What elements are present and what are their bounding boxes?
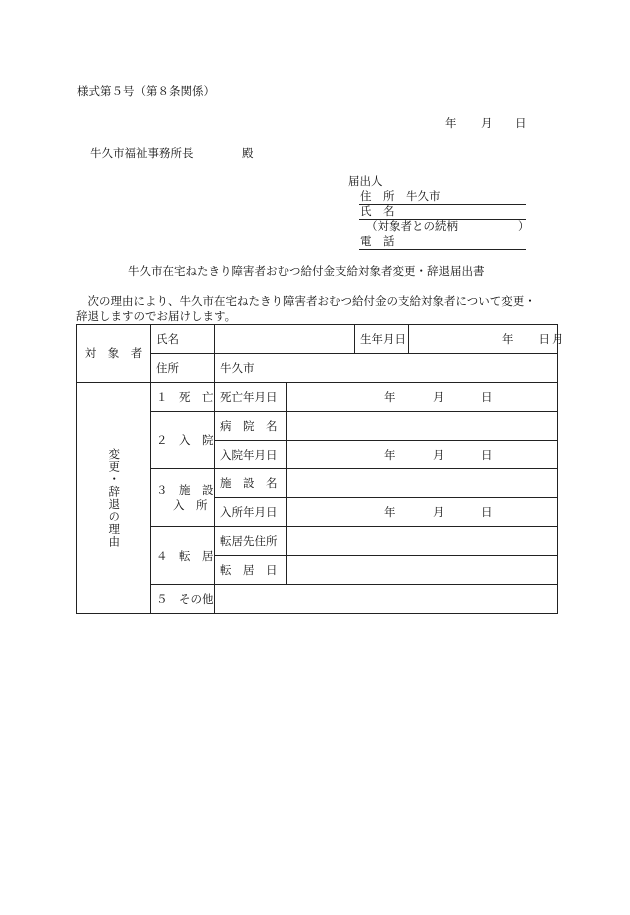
- birthdate-field[interactable]: [409, 325, 564, 354]
- birthdate-month: 月: [552, 331, 564, 346]
- facility-name-field[interactable]: [287, 469, 558, 498]
- hospital-date-year: 年: [384, 447, 396, 462]
- applicant-address-value[interactable]: 牛久市: [406, 189, 441, 203]
- intro-line-1: 次の理由により、牛久市在宅ねたきり障害者おむつ給付金の支給対象者について変更・: [76, 294, 536, 308]
- addressee: 牛久市福祉事務所長: [90, 146, 194, 160]
- move-date-field[interactable]: [287, 556, 558, 585]
- reason-other-label: ５ その他: [151, 585, 215, 614]
- reason-facility-label-line1: ３ 施 設: [156, 482, 214, 497]
- hospital-date-day: 日: [481, 447, 493, 462]
- subject-address-label: 住所: [151, 353, 215, 382]
- hospital-name-field[interactable]: [287, 411, 558, 440]
- applicant-heading: 届出人: [348, 174, 383, 188]
- death-date-day: 日: [481, 389, 493, 404]
- facility-date-year: 年: [384, 505, 396, 520]
- death-date-year: 年: [384, 389, 396, 404]
- subject-name-field[interactable]: [215, 325, 355, 354]
- death-date-field[interactable]: [287, 382, 558, 411]
- applicant-relation-label: （対象者との続柄: [366, 219, 458, 233]
- reason-header: 変更・辞退の理由: [107, 447, 122, 548]
- subject-address-field[interactable]: 牛久市: [215, 353, 558, 382]
- facility-date-day: 日: [481, 505, 493, 520]
- date-month-label: 月: [481, 116, 493, 130]
- honorific: 殿: [242, 146, 254, 160]
- reason-facility-label: [151, 469, 215, 527]
- move-address-label: 転居先住所: [215, 527, 287, 556]
- applicant-relation-close: ）: [518, 219, 530, 233]
- hospital-date-month: 月: [433, 447, 445, 462]
- facility-date-month: 月: [433, 505, 445, 520]
- form-number: 様式第５号（第８条関係）: [77, 84, 215, 98]
- move-date-label: 転 居 日: [215, 556, 287, 585]
- date-day-label: 日: [515, 116, 527, 130]
- facility-date-field[interactable]: [287, 498, 558, 527]
- facility-date-label: 入所年月日: [215, 498, 287, 527]
- move-address-field[interactable]: [287, 527, 558, 556]
- reason-death-label: １ 死 亡: [151, 382, 215, 411]
- birthdate-day: 日: [538, 331, 550, 346]
- birthdate-year: 年: [502, 331, 514, 346]
- subject-name-row: [77, 325, 558, 354]
- death-date-month: 月: [433, 389, 445, 404]
- applicant-phone-label: 電 話: [360, 234, 395, 248]
- intro-line-2: 辞退しますのでお届けします。: [76, 309, 237, 323]
- applicant-name-label: 氏 名: [360, 204, 395, 218]
- date-year-label: 年: [445, 116, 457, 130]
- hospital-date-label: 入院年月日: [215, 440, 287, 469]
- hospital-name-label: 病 院 名: [215, 411, 287, 440]
- reason-move-label: ４ 転 居: [151, 527, 215, 585]
- applicant-address-label: 住 所: [360, 189, 395, 203]
- reason-death-row: [77, 382, 558, 411]
- birthdate-label: 生年月日: [355, 325, 409, 354]
- facility-name-label: 施 設 名: [215, 469, 287, 498]
- applicant-phone-line[interactable]: [359, 249, 526, 250]
- document-title: 牛久市在宅ねたきり障害者おむつ給付金支給対象者変更・辞退届出書: [128, 264, 485, 278]
- subject-name-label: 氏名: [151, 325, 215, 354]
- death-date-label: 死亡年月日: [215, 382, 287, 411]
- reason-header-cell: [77, 382, 151, 613]
- reason-hospital-label: ２ 入 院: [151, 411, 215, 469]
- form-table: [76, 324, 564, 614]
- subject-header: 対 象 者: [77, 325, 151, 383]
- other-field[interactable]: [215, 585, 558, 614]
- hospital-date-field[interactable]: [287, 440, 558, 469]
- reason-facility-label-line2: 入 所: [173, 497, 208, 512]
